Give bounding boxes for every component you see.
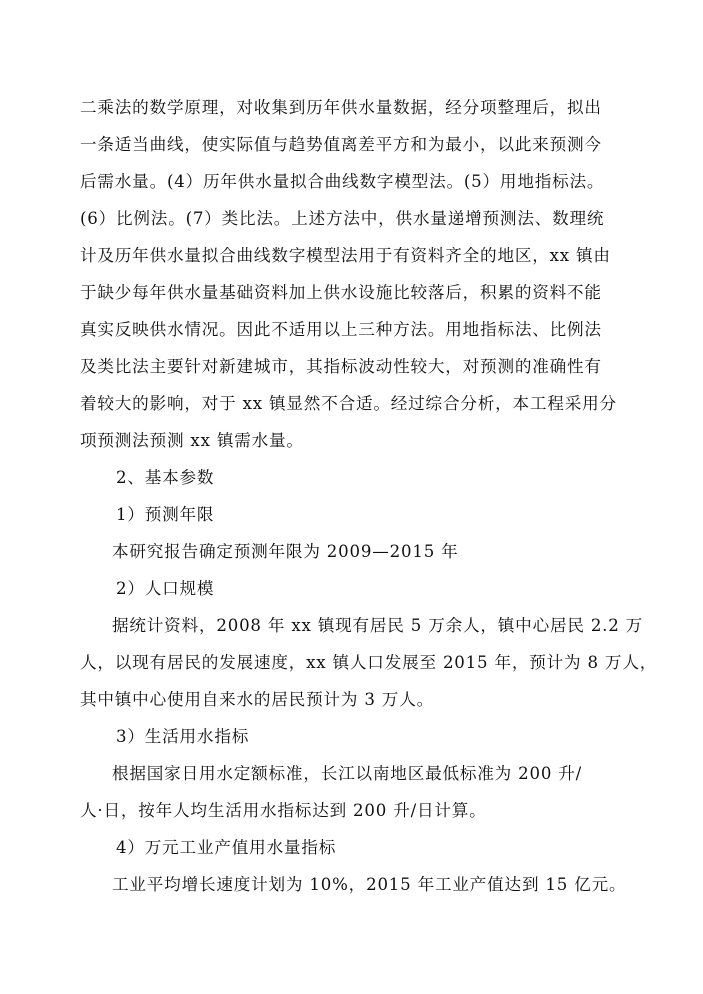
- paragraph-line: 其中镇中心使用自来水的居民预计为 3 万人。: [80, 690, 434, 709]
- paragraph-line: 根据国家日用水定额标准，长江以南地区最低标准为 200 升/: [112, 764, 583, 783]
- paragraph-line: 项预测法预测 xx 镇需水量。: [80, 431, 304, 450]
- subsection-heading: 1）预测年限: [116, 505, 215, 524]
- paragraph-line: 二乘法的数学原理，对收集到历年供水量数据，经分项整理后，拟出: [80, 98, 602, 117]
- paragraph-line: 计及历年供水量拟合曲线数字模型法用于有资料齐全的地区，xx 镇由: [80, 246, 611, 265]
- paragraph-line: 工业平均增长速度计划为 10%，2015 年工业产值达到 15 亿元。: [112, 875, 627, 894]
- subsection-heading: 4）万元工业产值用水量指标: [116, 838, 337, 857]
- paragraph-line: 本研究报告确定预测年限为 2009—2015 年: [112, 542, 459, 561]
- subsection-heading: 2）人口规模: [116, 579, 215, 598]
- paragraph-line: 一条适当曲线，使实际值与趋势值离差平方和为最小，以此来预测今: [80, 135, 602, 154]
- paragraph-line: 于缺少每年供水量基础资料加上供水设施比较落后，积累的资料不能: [80, 283, 602, 302]
- paragraph-line: 据统计资料，2008 年 xx 镇现有居民 5 万余人，镇中心居民 2.2 万: [112, 616, 644, 635]
- paragraph-line: 着较大的影响，对于 xx 镇显然不合适。经过综合分析，本工程采用分: [80, 394, 617, 413]
- paragraph-line: 后需水量。(4）历年供水量拟合曲线数字模型法。(5）用地指标法。: [80, 172, 605, 191]
- paragraph-line: 真实反映供水情况。因此不适用以上三种方法。用地指标法、比例法: [80, 320, 602, 339]
- subsection-heading: 3）生活用水指标: [116, 727, 250, 746]
- paragraph-line: 及类比法主要针对新建城市，其指标波动性较大，对预测的准确性有: [80, 357, 602, 376]
- section-heading: 2、基本参数: [116, 468, 215, 487]
- paragraph-line: 人，以现有居民的发展速度，xx 镇人口发展至 2015 年，预计为 8 万人，: [80, 653, 658, 672]
- paragraph-line: 人·日，按年人均生活用水指标达到 200 升/日计算。: [80, 801, 487, 820]
- paragraph-line: (6）比例法。(7）类比法。上述方法中，供水量递增预测法、数理统: [80, 209, 605, 228]
